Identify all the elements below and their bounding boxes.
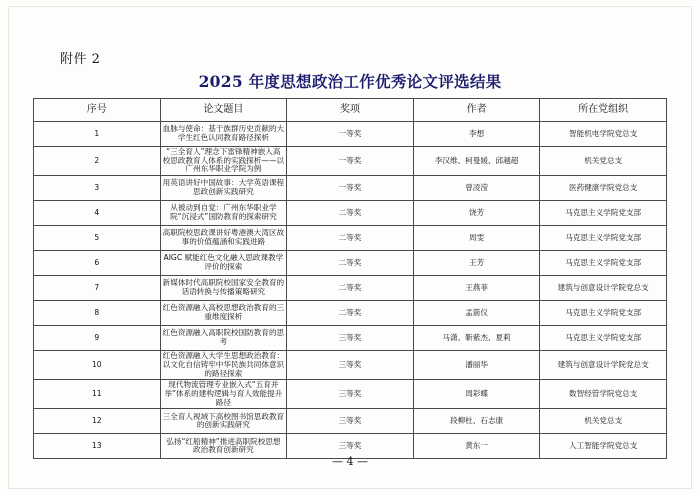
table-header-row [34,99,667,122]
cell-org: 建筑与创意设计学院党总支 [540,276,667,301]
cell-org: 医药健康学院党总支 [540,176,667,201]
cell-org: 机关党总支 [540,147,667,176]
cell-org: 机关党总支 [540,409,667,434]
cell-org: 马克思主义学院党支部 [540,326,667,351]
table-row [34,147,667,176]
cell-author: 李汉维、柯曼媛、邱越超 [413,147,540,176]
cell-title: 红色资源融入高校思想政治教育的三重维度探析 [160,301,287,326]
cell-award: 二等奖 [287,301,414,326]
table-row [34,201,667,226]
page-title: 2025 年度思想政治工作优秀论文评选结果 [198,72,502,91]
cell-award: 三等奖 [287,409,414,434]
cell-title: 从被动到自觉：广州东华职业学院“沉浸式”国防教育的探索研究 [160,201,287,226]
cell-award: 二等奖 [287,201,414,226]
table-row [34,276,667,301]
cell-author: 孟箭仪 [413,301,540,326]
table-row [34,409,667,434]
results-table-container [33,98,667,459]
attachment-label: 附件 2 [60,52,101,67]
table-row [34,176,667,201]
cell-author: 李想 [413,122,540,147]
cell-title: 高职院校思政课讲好粤港澳大湾区故事的价值蕴涵和实践进路 [160,226,287,251]
cell-org: 马克思主义学院党支部 [540,301,667,326]
table-row [34,122,667,147]
cell-award: 二等奖 [287,276,414,301]
column-header-author: 作者 [413,99,540,122]
cell-author: 饶芳 [413,201,540,226]
cell-award: 三等奖 [287,380,414,409]
cell-award: 二等奖 [287,251,414,276]
table-row [34,380,667,409]
column-header-title: 论文题目 [160,99,287,122]
cell-no: 6 [34,251,161,276]
cell-no: 7 [34,276,161,301]
cell-no: 12 [34,409,161,434]
cell-no: 11 [34,380,161,409]
cell-no: 3 [34,176,161,201]
cell-award: 一等奖 [287,147,414,176]
table-row [34,226,667,251]
table-row [34,301,667,326]
cell-org: 马克思主义学院党支部 [540,226,667,251]
cell-author: 潘丽华 [413,351,540,380]
cell-award: 一等奖 [287,176,414,201]
cell-author: 黄东一 [413,434,540,459]
cell-title: 弘扬“红船精神”推进高职院校思想政治教育创新研究 [160,434,287,459]
cell-author: 王燕菲 [413,276,540,301]
cell-title: 现代物流管理专业嵌入式“五育并举”体系的建构逻辑与育人效能提升路径 [160,380,287,409]
cell-author: 王芳 [413,251,540,276]
cell-no: 13 [34,434,161,459]
page-number: — 4 — [332,455,368,468]
cell-title: AIGC 赋能红色文化融入思政课教学评价的探索 [160,251,287,276]
cell-title: 血脉与使命：基于族群历史贡献的大学生红色认同教育路径探析 [160,122,287,147]
cell-author: 周彩蝶 [413,380,540,409]
cell-title: 三全育人视域下高校图书馆思政教育的创新实践研究 [160,409,287,434]
cell-no: 9 [34,326,161,351]
cell-title: 新媒体时代高职院校国家安全教育的话语转换与传播策略研究 [160,276,287,301]
cell-title: 用英语讲好中国故事：大学英语课程思政创新实践研究 [160,176,287,201]
cell-org: 马克思主义学院党支部 [540,251,667,276]
cell-author: 马潇、靳紫杰、夏莉 [413,326,540,351]
cell-award: 三等奖 [287,351,414,380]
cell-author: 周雯 [413,226,540,251]
table-row [34,251,667,276]
table-body [34,122,667,459]
cell-no: 10 [34,351,161,380]
cell-no: 8 [34,301,161,326]
table-row [34,326,667,351]
cell-award: 三等奖 [287,326,414,351]
cell-award: 二等奖 [287,226,414,251]
cell-org: 建筑与创意设计学院党总支 [540,351,667,380]
cell-no: 5 [34,226,161,251]
cell-title: 红色资源融入大学生思想政治教育：以文化自信铸牢中华民族共同体意识的路径探索 [160,351,287,380]
table-header [34,99,667,122]
column-header-org: 所在党组织 [540,99,667,122]
cell-award: 三等奖 [287,434,414,459]
cell-org: 人工智能学院党总支 [540,434,667,459]
cell-award: 一等奖 [287,122,414,147]
cell-no: 1 [34,122,161,147]
column-header-award: 奖项 [287,99,414,122]
results-table [33,98,667,459]
table-row [34,351,667,380]
cell-no: 2 [34,147,161,176]
cell-author: 曾凌滢 [413,176,540,201]
cell-org: 马克思主义学院党支部 [540,201,667,226]
cell-org: 智能机电学院党总支 [540,122,667,147]
cell-author: 段柳杜、石志康 [413,409,540,434]
cell-no: 4 [34,201,161,226]
cell-title: “三全育人”理念下雷锋精神嵌入高校思政教育人体系的实践探析——以广州东华职业学院为例 [160,147,287,176]
cell-title: 红色资源融入高职院校国防教育的思考 [160,326,287,351]
column-header-no: 序号 [34,99,161,122]
cell-org: 数智经管学院党总支 [540,380,667,409]
